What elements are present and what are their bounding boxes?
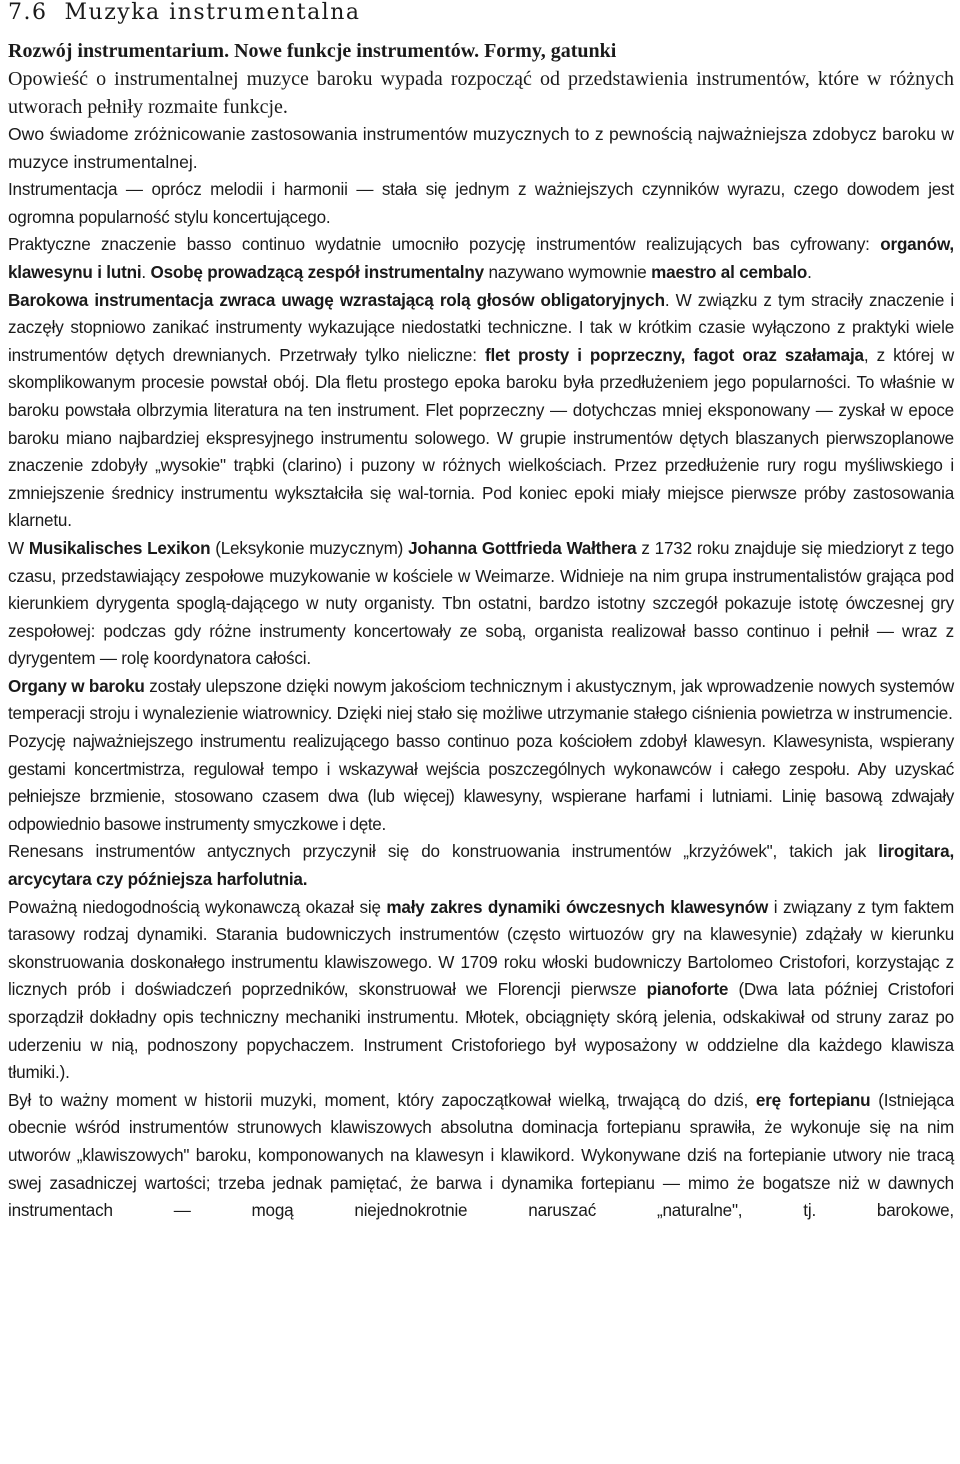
bold-phrase: Organy w baroku (8, 676, 145, 696)
paragraph-basso-continuo: Praktyczne znaczenie basso continuo wydatnie umocniło pozycję instrumentów realizujących bas cyfrowany: organów, klawesynu i lutni. Osobę prowadzącą zespół instrumentalny nazywano wymownie maestro al cembalo. (8, 235, 954, 282)
section-number: 7.6 (8, 0, 48, 25)
paragraph-barokowa-instrumentacja: Barokowa instrumentacja zwraca uwagę wzrastającą rolą głosów obligatoryjnych. W związku z tym straciły znaczenie i zaczęły stopniowo zanikać instrumenty wykazujące niedostatki techniczne. I tak w krótkim czasie wyłączono z praktyki wiele instrumentów dętych drewnianych. Przetrwały tylko nieliczne: flet prosty i poprzeczny, fagot oraz szałamaja, z której w skomplikowanym procesie powstał obój. Dla fletu prostego epoka baroku była przedłużeniem jego popularności. To właśnie w baroku powstała olbrzymia literatura na ten instrument. Flet poprzeczny — dotychczas mniej eksponowany — zyskał w epoce baroku miano najbardziej ekspresyjnego instrumentu solowego. W grupie instrumentów dętych blaszanych pierwszoplanowe znaczenie zdobyły „wysokie" trąbki (clarino) i puzony w różnych wielkościach. Przez przedłużenie rury rogu myśliwskiego i zmniejszenie średnicy instrumentu wykształciła się wal-tornia. Pod koniec epoki miały miejsce pierwsze próby zastosowania klarnetu. (8, 290, 954, 531)
paragraph-renesans: Renesans instrumentów antycznych przyczynił się do konstruowania instrumentów „krzyżówek", takich jak lirogitara, arcycytara czy późniejsza harfolutnia. (8, 842, 954, 890)
intro-paragraph-sans: Owo świadome zróżnicowanie zastosowania instrumentów muzycznych to z pewnością najważniejsza zdobycz baroku w muzyce instrumentalnej. (8, 124, 954, 172)
bold-phrase: organów, klawesynu i lutni (8, 235, 954, 282)
bold-phrase: Johanna Gottfrieda Wałthera (408, 538, 637, 558)
intro-paragraph-serif: Opowieść o instrumentalnej muzyce baroku wypada rozpocząć od przedstawienia instrumentów, które w różnych utworach pełniły rozmaite funkcje. (8, 68, 954, 118)
bold-phrase: erę fortepianu (755, 1090, 871, 1110)
bold-phrase: mały zakres dynamiki ówczesnych klawesynów (386, 897, 769, 917)
paragraph-era-fortepianu: Był to ważny moment w historii muzyki, moment, który zapoczątkował wielką, trwającą do dziś, erę fortepianu (Istniejąca obecnie wśród instrumentów strunowych klawiszowych absolutna dominacja fortepianu sprawiła, że wykonuje się na nim utworów „klawiszowych" baroku, komponowanych na klawesyn i klawikord. Wykonywane dziś na fortepianie utwory nie tracą swej zasadniczej wartości; trzeba jednak pamiętać, że barwa i dynamika fortepianu — mimo że bogatsze niż w dawnych instrumentach — mogą niejednokrotnie naruszać „naturalne", tj. barokowe, (8, 1090, 954, 1221)
bold-phrase: maestro al cembalo (651, 262, 808, 282)
bold-phrase: Barokowa instrumentacja zwraca uwagę wzrastającą rolą głosów obligatoryjnych (8, 290, 665, 310)
paragraph-pianoforte: Poważną niedogodnością wykonawczą okazał się mały zakres dynamiki ówczesnych klawesynów i związany z tym faktem tarasowy rodzaj dynamiki. Starania budowniczych instrumentów (często wirtuozów gry na klawesynie) zdążały w kierunku skonstruowania doskonałego instrumentu klawiszowego. W 1709 roku włoski budowniczy Bartolomeo Cristofori, korzystając z licznych prób i doświadczeń poprzedników, skonstruował we Florencji pierwsze pianoforte (Dwa lata później Cristofori sporządził dokładny opis techniczny mechaniki instrumentu. Młotek, obciągnięty skórą jelenia, odskakiwał od struny zaraz po uderzeniu w nią, podnoszony popychaczem. Instrument Cristoforiego był wyposażony w oddzielne dla każdego klawisza tłumiki.). (8, 897, 955, 1083)
paragraph-klawesyn: Pozycję najważniejszego instrumentu realizującego basso continuo poza kościołem zdobył klawesyn. Klawesynista, wspierany gestami koncertmistrza, regulował tempo i wskazywał wejścia poszczególnych wykonawców i całego zespołu. Aby uzyskać pełniejsze brzmienie, stosowano czasem dwa (lub więcej) klawesyny, wspierane harfami i lutniami. Linię basową zdwajały odpowiednio basowe instrumenty smyczkowe i dęte. (8, 732, 954, 834)
bold-phrase: pianoforte (646, 980, 729, 1000)
section-heading (8, 0, 954, 30)
bold-phrase: lirogitara, arcycytara czy późniejsza harfolutnia. (8, 842, 954, 890)
bold-phrase: Osobę prowadzącą zespół instrumentalny (150, 262, 484, 282)
bold-phrase: Musikalisches Lexikon (28, 538, 211, 558)
section-title: Muzyka instrumentalna (64, 0, 361, 25)
paragraph-organy: Organy w baroku zostały ulepszone dzięki nowym jakościom technicznym i akustycznym, jak wprowadzenie nowych systemów temperacji stroju i wynalezienie wiatrownicy. Dzięki niej stało się możliwe utrzymanie stałego ciśnienia powietrza w instrumencie. (8, 676, 954, 724)
paragraph-musikalisches-lexikon: W Musikalisches Lexikon (Leksykonie muzycznym) Johanna Gottfrieda Wałthera z 1732 roku znajduje się miedzioryt z tego czasu, przedstawiający zespołowe muzykowanie w kościele w Weimarze. Widnieje na nim grupa instrumentalistów grająca pod kierunkiem dyrygenta spoglą-dającego w nuty organisty. Tbn ostatni, bardzo istotny szczegół pokazuje istotę ówczesnej gry zespołowej: podczas gdy różne instrumenty koncertowały ze sobą, organista realizował basso continuo i pełnił — wraz z dyrygentem — rolę koordynatora całości. (8, 538, 954, 669)
paragraph-instrumentacja: Instrumentacja — oprócz melodii i harmonii — stała się jednym z ważniejszych czynników wyrazu, czego dowodem jest ogromna popularność stylu koncertującego. (8, 180, 954, 227)
bold-phrase: flet prosty i poprzeczny, fagot oraz szałamaja (484, 345, 864, 365)
subsection-title: Rozwój instrumentarium. Nowe funkcje instrumentów. Formy, gatunki (8, 40, 617, 62)
